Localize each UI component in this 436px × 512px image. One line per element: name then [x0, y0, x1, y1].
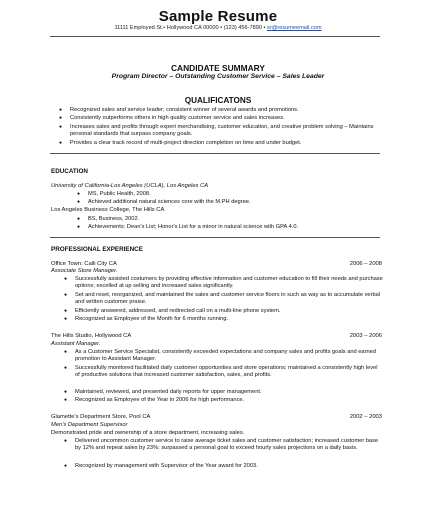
- header-rule: [50, 36, 380, 37]
- job-dates: 2002 – 2003: [349, 414, 382, 420]
- email-link[interactable]: sr@resumeemail.com: [267, 25, 322, 31]
- contact-details: 11111 Employed St.• Hollywood CA 00000 • (123) 456-7890 •: [114, 25, 266, 31]
- job-bullet: ● As a Customer Service Specialist, consistently exceeded expectations and company sales and profits goals and earned promotion to Assistant Manager.: [75, 349, 383, 363]
- education-school-lbc: Los Angeles Business College, The Hills CA: [51, 207, 165, 213]
- contact-line: [0, 25, 436, 31]
- qualification-item: ● Consistently outperforms others in high quality customer service and sales increases.: [70, 115, 390, 122]
- job-bullet: ● Maintained, reviewed, and presented daily reports for upper management.: [75, 389, 383, 396]
- job-bullet: ● Successfully monitored facilitated daily customer opportunities and store operations; maintained a consistently high level of productive solutions that increased customer satisfaction, sales, and profits.: [75, 365, 383, 379]
- education-rule: [50, 237, 380, 238]
- job-bullet: ● Efficiently answered, addressed, and redirected call on a multi-line phone system.: [75, 308, 383, 315]
- qualification-item: ● Recognized sales and service leader; consistent winner of several awards and promotions.: [70, 107, 390, 114]
- resume-name: Sample Resume: [158, 8, 278, 25]
- job-dates: 2006 – 2008: [349, 261, 382, 267]
- qualifications-title: QUALIFICATONS: [184, 96, 252, 105]
- summary-subtitle: Program Director – Outstanding Customer Service – Sales Leader: [111, 73, 325, 80]
- education-title: EDUCATION: [51, 168, 88, 175]
- education-item: ● Achievements: Dean's List; Honor's List for a minor in natural science with GPA 4.0.: [88, 224, 388, 231]
- job-bullet: ● Recognized by management with Supervisor of the Year award for 2003.: [75, 463, 383, 470]
- experience-title: PROFESSIONAL EXPERIENCE: [51, 246, 143, 253]
- education-item: ● Achieved additional natural sciences core with the M.PH degree.: [88, 199, 378, 206]
- job-bullet: ● Recognized as Employee of the Month for 6 months running.: [75, 316, 383, 323]
- qualification-item: ● Increases sales and profits through expert merchandising, customer education, and creative problem solving – Maintains personal standards that surpass company goals.: [70, 124, 382, 138]
- job-bullet: ● Delivered uncommon customer service to raise average ticket sales and customer satisfaction; increased customer base by 12% and repeat sales by 23%; surpassed a personal goal to exceed hourly sales projections on a daily basis.: [75, 438, 383, 452]
- job-employer: Glamette's Department Store, Pool CA: [51, 414, 151, 420]
- job-role: Associate Store Manager.: [51, 268, 118, 274]
- summary-rule: [50, 153, 380, 154]
- job-dates: 2003 – 2006: [349, 333, 382, 339]
- education-item: ● BS, Business, 2002.: [88, 216, 368, 223]
- job-role: Men's Department Supervisor: [51, 422, 128, 428]
- job-employer: Office Town: Calli City CA: [51, 261, 117, 267]
- job-bullet: ● Set and reset, reorganized, and maintained the sales and customer service floors in such as way as to accumulate verbal and written customer praise.: [75, 292, 383, 306]
- education-school-ucla: University of California-Los Angeles (UCLA), Los Angeles CA: [51, 183, 209, 189]
- job-intro: Demonstrated pride and ownership of a store department, increasing sales.: [51, 430, 245, 436]
- summary-title: CANDIDATE SUMMARY: [171, 63, 265, 73]
- job-bullet: ● Successfully assisted costumers by providing effective information and customer education to fill their needs and purchase options; excelled at up selling and increased sales significantly.: [75, 276, 383, 290]
- education-item: ● MS, Public Health, 2008.: [88, 191, 368, 198]
- job-employer: The Hills Studio, Hollywood CA: [51, 333, 132, 339]
- job-role: Assistant Manager.: [51, 341, 101, 347]
- qualification-item: ● Provides a clear track record of multi-project direction completion on time and under budget.: [70, 140, 390, 147]
- job-bullet: ● Recognized as Employee of the Year in 2006 for high performance.: [75, 397, 383, 404]
